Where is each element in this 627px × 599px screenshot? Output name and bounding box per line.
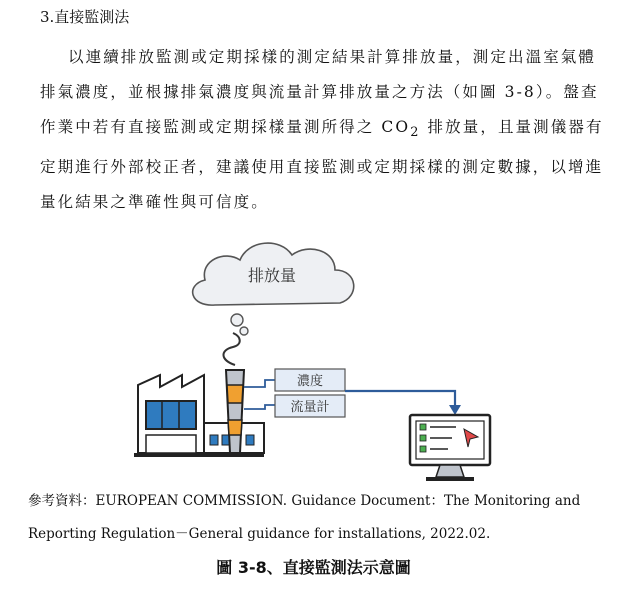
smokestack-icon <box>226 370 244 453</box>
body-paragraph <box>40 40 610 220</box>
concentration-label: 濃度 <box>296 374 324 389</box>
co2-subscript: 2 <box>410 125 421 141</box>
reference-note: 參考資料：EUROPEAN COMMISSION. Guidance Document：The Monitoring and Reporting Regulation－General guidance for installations, 2022.02. <box>28 493 581 542</box>
direct-monitoring-figure <box>120 225 520 495</box>
cloud-label: 排放量 <box>247 266 297 285</box>
section-heading: 3.直接監測法 <box>40 8 130 26</box>
paragraph-text-part1: 以連續排放監測或定期採樣的測定結果計算排放量，測定出溫室氣體排氣濃度，並根據排氣濃度與流量計算排放量之方法（如圖 3-8）。盤查作業中若有直接監測或定期採樣量測所得之 CO <box>40 48 599 136</box>
cloud-icon <box>193 243 354 335</box>
paragraph-text-part2: 排放量，且量測儀器有定期進行外部校正者，建議使用直接監測或定期採樣的測定數據，以增進量化結果之準確性與可信度。 <box>40 118 604 212</box>
flow-meter-label: 流量計 <box>290 400 330 415</box>
figure-caption: 圖 3-8、直接監測法示意圖 <box>216 558 411 577</box>
data-arrow <box>345 391 461 415</box>
monitor-icon <box>410 415 490 481</box>
